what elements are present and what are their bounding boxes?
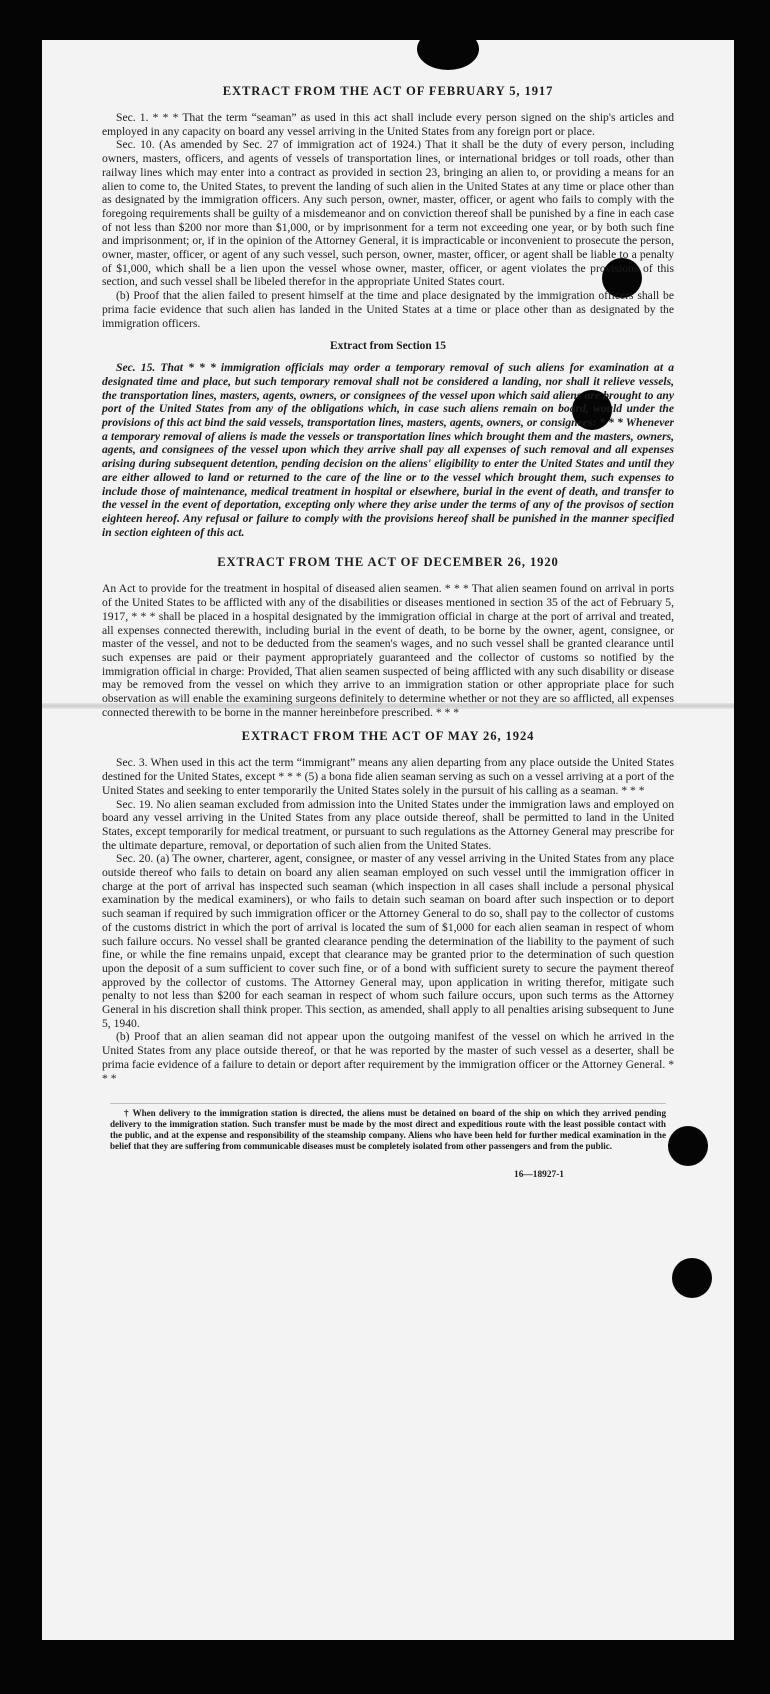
paragraph: Sec. 20. (a) The owner, charterer, agent, consignee, or master of any vessel arriving in the United States from any place outside thereof who fails to detain on board any alien seaman employed on such vessel until the immigration officer in charge at the port of arrival has inspected such seaman (which inspection in all cases shall include a personal physical examination by the medical examiners), or who fails to detain such seaman on board after such inspection or to deport such seaman if required by such immigration officer or the Attorney General to do so, shall pay to the collector of customs of the customs district in which the port of arrival is located the sum of $1,000 for each alien seaman in respect of whom such failure occurs. No vessel shall be granted clearance pending the determination of the liability to the payment of such fine, or while the fine remains unpaid, except that clearance may be granted prior to the determination of such question upon the deposit of a sum sufficient to cover such fine, or of a bond with sufficient surety to secure the payment thereof approved by the collector of customs. The Attorney General may, upon application in writing therefor, mitigate such penalty to not less than $200 for each seaman in respect of whom such failure occurs, upon such terms as the Attorney General in his discretion shall think proper. This section, as amended, shall apply to all penalties arising subsequent to June 5, 1940. [102,852,674,1030]
punch-hole [668,1126,708,1166]
document-text [102,84,674,1180]
section-subheading: Extract from Section 15 [330,340,446,353]
punch-hole [672,1258,712,1298]
document-paper [42,40,734,1640]
section-heading: EXTRACT FROM THE ACT OF DECEMBER 26, 1920 [217,555,559,570]
paragraph: Sec. 10. (As amended by Sec. 27 of immigration act of 1924.) That it shall be the duty of every person, including owners, masters, officers, and agents of vessels of transportation lines, or international bridges or toll roads, other than railway lines which may enter into a contract as provided in section 23, bringing an alien to, or providing a means for an alien to come to, the United States, to prevent the landing of such alien in the United States at any time or place other than as designated by the immigration officers. Any such person, owner, master, officer, or agent who fails to comply with the foregoing requirements shall be guilty of a misdemeanor and on conviction thereof shall be punished by a fine in each case of not less than $200 nor more than $1,000, or by imprisonment for a term not exceeding one year, or by both such fine and imprisonment; or, if in the opinion of the Attorney General, it is impracticable or inconvenient to prosecute the person, owner, master, officer, or agent of any such vessel, such person, owner, master, officer, or agent shall be liable to a penalty of $1,000, which shall be a lien upon the vessel whose owner, master, officer, or agent violates the provisions of this section, and such vessel shall be libeled therefor in the appropriate United States court. [102,138,674,289]
paragraph: An Act to provide for the treatment in hospital of diseased alien seamen. * * * That alien seamen found on arrival in ports of the United States to be afflicted with any of the disabilities or diseases mentioned in section 35 of the act of February 5, 1917, * * * shall be placed in a hospital designated by the immigration official in charge at the port of arrival and treated, all expenses connected therewith, including burial in the event of death, to be borne by the owner, agent, consignee, or master of the vessel, and not to be deducted from the seamen's wages, and no such vessel shall be granted clearance until such expenses are paid or their payment appropriately guaranteed and the collector of customs so notified by the immigration official in charge: Provided, That alien seamen suspected of being afflicted with any such disability or disease may be removed from the vessel on which they arrive to an immigration station or other appropriate place for such observation as will enable the examining surgeons definitely to determine whether or not they are so afflicted, all expenses connected therewith to be borne in the manner hereinbefore prescribed. * * * [102,582,674,719]
paragraph: Sec. 3. When used in this act the term “immigrant” means any alien departing from any place outside the United States destined for the United States, except * * * (5) a bona fide alien seaman serving as such on a vessel arriving at a port of the United States and seeking to enter temporarily the United States solely in the pursuit of his calling as a seaman. * * * [102,756,674,797]
footnote: † When delivery to the immigration station is directed, the aliens must be detained on board of the ship on which they arrived pending delivery to the immigration station. Such transfer must be made by the most direct and expeditious route with the least possible contact with the public, and at the expense and responsibility of the steamship company. Aliens who have been held for further medical examination in the belief that they are suffering from communicable diseases must be completely isolated from other passengers and from the public. [110,1103,666,1152]
section-act-dec-1920 [102,555,674,719]
section-act-feb-1917 [102,84,674,330]
paragraph: (b) Proof that an alien seaman did not appear upon the outgoing manifest of the vessel on which he arrived in the United States from any place outside thereof, or that he was reported by the master of such vessel as a deserter, shall be prima facie evidence of a failure to detain or deport after requirement by the immigration officer or the Attorney General. * * * [102,1030,674,1085]
paragraph: Sec. 15. That * * * immigration officials may order a temporary removal of such aliens for examination at a designated time and place, but such temporary removal shall not be considered a landing, nor shall it relieve vessels, the transportation lines, masters, agents, owners, or consignees of the vessel upon which said aliens are brought to any port of the United States from any of the obligations which, in case such aliens remain on board, would under the provisions of this act bind the said vessels, transportation lines, masters, agents, owners, or consignees: * * * Whenever a temporary removal of aliens is made the vessels or transportation lines which brought them and the masters, owners, agents, and consignees of the vessel upon which they arrive shall pay all expenses of such removal and all expenses arising during subsequent detention, pending decision on the aliens' eligibility to enter the United States and until they are either allowed to land or returned to the care of the line or to the vessel which brought them, such expenses to include those of maintenance, medical treatment in hospital or elsewhere, burial in the event of death, and transfer to the vessel in the event of deportation, excepting only where they arise under the terms of any of the provisos of section eighteen hereof. Any refusal or failure to comply with the provisions hereof shall be punished in the manner specified in section eighteen of this act. [102,361,674,539]
section-heading: EXTRACT FROM THE ACT OF FEBRUARY 5, 1917 [222,84,554,98]
form-number: 16—18927-1 [514,1169,564,1180]
section-act-may-1924 [102,729,674,1085]
paper-tear [417,40,479,70]
paragraph: (b) Proof that the alien failed to present himself at the time and place designated by the immigration officers shall be prima facie evidence that such alien has landed in the United States at a time or place other than as designated by the immigration officers. [102,289,674,330]
paragraph: Sec. 19. No alien seaman excluded from admission into the United States under the immigration laws and employed on board any vessel arriving in the United States from any place outside thereof, shall be permitted to land in the United States, except temporarily for medical treatment, or pursuant to such regulations as the Attorney General may prescribe for the ultimate departure, removal, or deportation of such alien from the United States. [102,797,674,852]
section-extract-section-15 [102,340,674,539]
section-heading: EXTRACT FROM THE ACT OF MAY 26, 1924 [241,729,535,744]
paragraph: Sec. 1. * * * That the term “seaman” as used in this act shall include every person signed on the ship's articles and employed in any capacity on board any vessel arriving in the United States from any foreign port or place. [102,111,674,138]
